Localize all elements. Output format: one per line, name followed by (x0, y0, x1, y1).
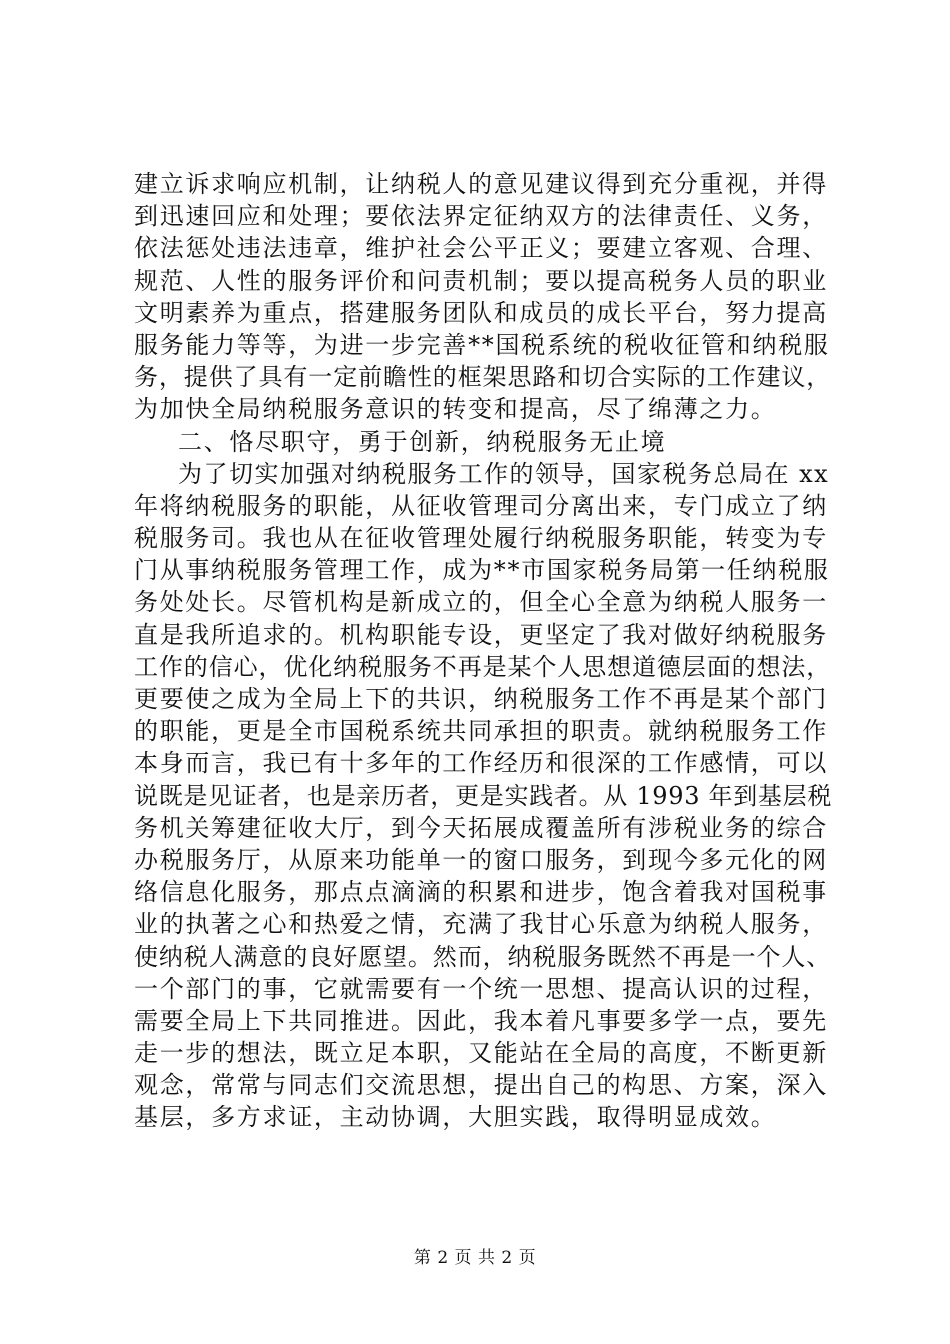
text-line: 更要使之成为全局上下的共识，纳税服务工作不再是某个部门 (134, 685, 828, 713)
text-line: 使纳税人满意的良好愿望。然而，纳税服务既然不再是一个人、 (134, 942, 832, 971)
text-line: 为了切实加强对纳税服务工作的领导，国家税务总局在 xx (178, 459, 830, 488)
text-line: 依法惩处违法违章，维护社会公平正义；要建立客观、合理、 (134, 234, 828, 263)
text-line: 服务能力等等，为进一步完善**国税系统的税收征管和纳税服 (134, 330, 830, 359)
text-line: 络信息化服务，那点点滴滴的积累和进步，饱含着我对国税事 (134, 878, 828, 907)
text-line: 务处处长。尽管机构是新成立的，但全心全意为纳税人服务一 (134, 588, 828, 617)
text-line: 年将纳税服务的职能，从征收管理司分离出来，专门成立了纳 (134, 491, 828, 520)
page-footer: 第 2 页 共 2 页 (413, 1248, 537, 1268)
text-line: 需要全局上下共同推进。因此，我本着凡事要多学一点，要先 (134, 1006, 828, 1035)
text-line: 务，提供了具有一定前瞻性的框架思路和切合实际的工作建议， (134, 363, 832, 392)
text-line: 二、恪尽职守，勇于创新，纳税服务无止境 (178, 427, 667, 456)
text-line: 务机关筹建征收大厅，到今天拓展成覆盖所有涉税业务的综合 (134, 813, 828, 842)
text-line: 税服务司。我也从在征收管理处履行纳税服务职能，转变为专 (134, 524, 828, 553)
text-line: 走一步的想法，既立足本职，又能站在全局的高度，不断更新 (134, 1039, 828, 1068)
text-line: 规范、人性的服务评价和问责机制；要以提高税务人员的职业 (134, 266, 828, 295)
text-line: 办税服务厅，从原来功能单一的窗口服务，到现今多元化的网 (134, 845, 828, 874)
text-line: 工作的信心，优化纳税服务不再是某个人思想道德层面的想法， (134, 652, 832, 681)
text-line: 直是我所追求的。机构职能专设，更坚定了我对做好纳税服务 (134, 620, 828, 649)
text-line: 观念，常常与同志们交流思想，提出自己的构思、方案，深入 (134, 1071, 828, 1100)
text-line: 说既是见证者，也是亲历者，更是实践者。从 1993 年到基层税 (134, 781, 833, 810)
text-line: 建立诉求响应机制，让纳税人的意见建议得到充分重视，并得 (134, 170, 828, 198)
text-line: 门从事纳税服务管理工作，成为**市国家税务局第一任纳税服 (134, 556, 830, 585)
text-line: 一个部门的事，它就需要有一个统一思想、提高认识的过程， (134, 974, 828, 1003)
text-line: 基层，多方求证，主动协调，大胆实践，取得明显成效。 (134, 1103, 777, 1132)
text-line: 本身而言，我已有十多年的工作经历和很深的工作感情，可以 (134, 749, 828, 778)
text-line: 文明素养为重点，搭建服务团队和成员的成长平台，努力提高 (134, 298, 828, 327)
document-body (134, 168, 834, 1134)
text-line: 业的执著之心和热爱之情，充满了我甘心乐意为纳税人服务， (134, 910, 828, 939)
text-line: 为加快全局纳税服务意识的转变和提高，尽了绵薄之力。 (134, 395, 777, 424)
text-line: 到迅速回应和处理；要依法界定征纳双方的法律责任、义务， (134, 202, 828, 231)
text-line: 的职能，更是全市国税系统共同承担的职责。就纳税服务工作 (134, 717, 828, 746)
